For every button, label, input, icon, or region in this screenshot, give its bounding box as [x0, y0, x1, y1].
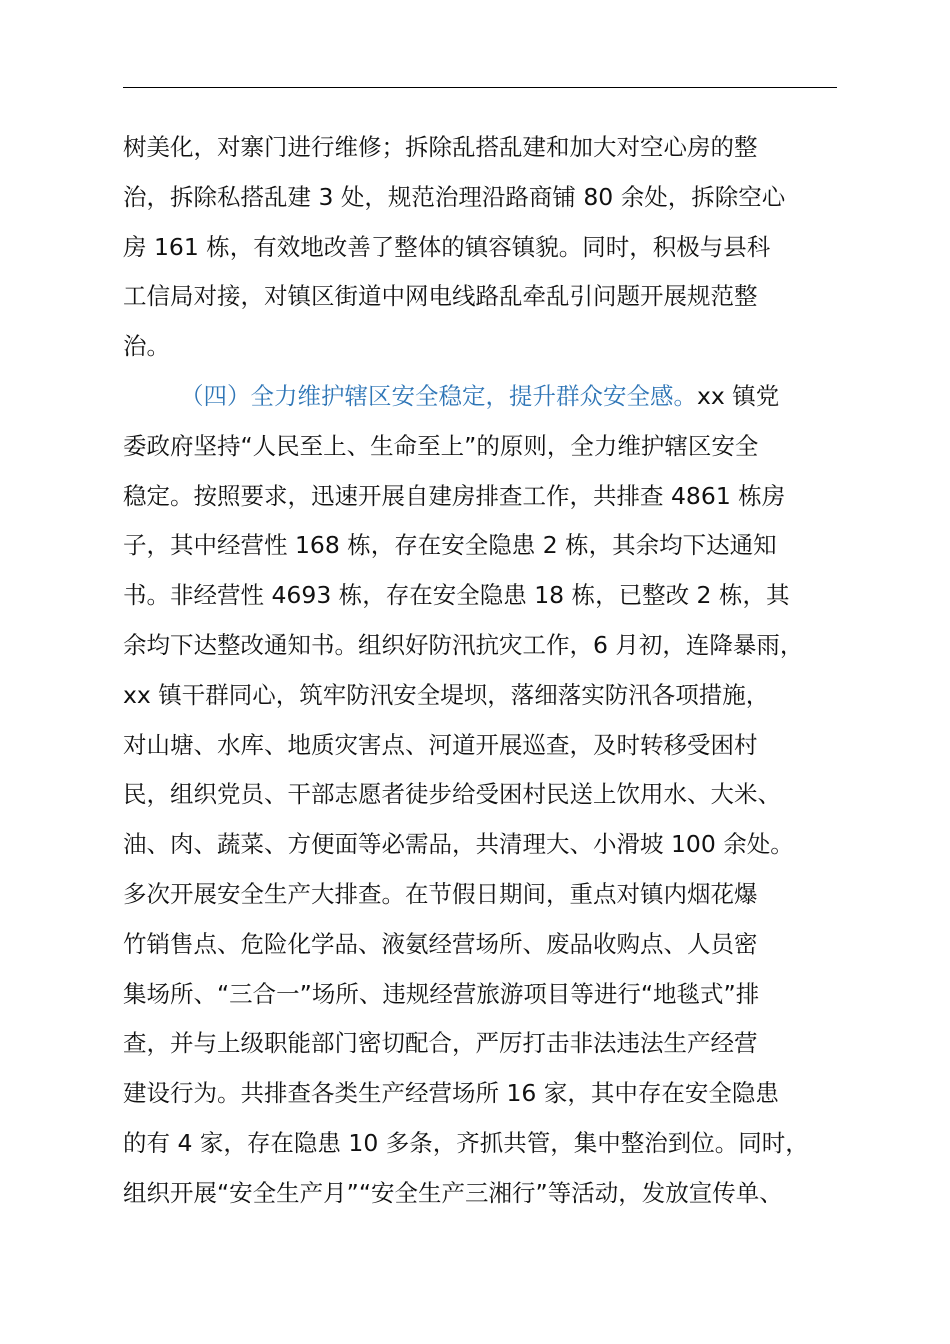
paragraph-line: 树美化，对寨门进行维修；拆除乱搭乱建和加大对空心房的整 [123, 133, 758, 161]
paragraph-line: 的有 4 家，存在隐患 10 多条，齐抓共管，集中整治到位。同时， [123, 1128, 809, 1157]
section-heading-tail: xx 镇党 [697, 381, 780, 410]
paragraph-line: 治。 [123, 332, 170, 361]
paragraph-line: 委政府坚持“人民至上、生命至上”的原则，全力维护辖区安全 [123, 431, 759, 460]
paragraph-line: 油、肉、蔬菜、方便面等必需品，共清理大、小滑坡 100 余处。 [123, 830, 794, 859]
section-heading-line [123, 372, 863, 422]
paragraph-line: 民，组织党员、干部志愿者徒步给受困村民送上饮用水、大米、 [123, 780, 781, 809]
section-heading: （四）全力维护辖区安全稳定，提升群众安全感。 [180, 381, 697, 410]
paragraph-line: 治，拆除私搭乱建 3 处，规范治理沿路商铺 80 余处，拆除空心 [123, 182, 786, 211]
paragraph-line: 余均下达整改通知书。组织好防汛抗灾工作，6 月初，连降暴雨， [123, 630, 804, 659]
paragraph-line: 稳定。按照要求，迅速开展自建房排查工作，共排查 4861 栋房 [123, 481, 786, 510]
paragraph-line: 组织开展“安全生产月”“安全生产三湘行”等活动，发放宣传单、 [123, 1178, 783, 1207]
paragraph-line: 建设行为。共排查各类生产经营场所 16 家，其中存在安全隐患 [123, 1079, 779, 1108]
paragraph-line: 房 161 栋，有效地改善了整体的镇容镇貌。同时，积极与县科 [123, 232, 771, 261]
paragraph-line: 竹销售点、危险化学品、液氨经营场所、废品收购点、人员密 [123, 929, 758, 958]
paragraph-line: 书。非经营性 4693 栋，存在安全隐患 18 栋，已整改 2 栋，其 [123, 581, 790, 610]
paragraph-line: 多次开展安全生产大排查。在节假日期间，重点对镇内烟花爆 [123, 879, 758, 908]
paragraph-line: 集场所、“三合一”场所、违规经营旅游项目等进行“地毯式”排 [123, 979, 760, 1008]
paragraph-line: 对山塘、水库、地质灾害点、河道开展巡查，及时转移受困村 [123, 730, 758, 759]
paragraph-line: 查，并与上级职能部门密切配合，严厉打击非法违法生产经营 [123, 1029, 758, 1058]
paragraph-line: 子，其中经营性 168 栋，存在安全隐患 2 栋，其余均下达通知 [123, 531, 777, 560]
header-rule [123, 87, 837, 88]
paragraph-line: xx 镇干群同心，筑牢防汛安全堤坝，落细落实防汛各项措施， [123, 680, 770, 709]
document-body [123, 123, 863, 1219]
paragraph-line: 工信局对接，对镇区街道中网电线路乱牵乱引问题开展规范整 [123, 282, 758, 311]
